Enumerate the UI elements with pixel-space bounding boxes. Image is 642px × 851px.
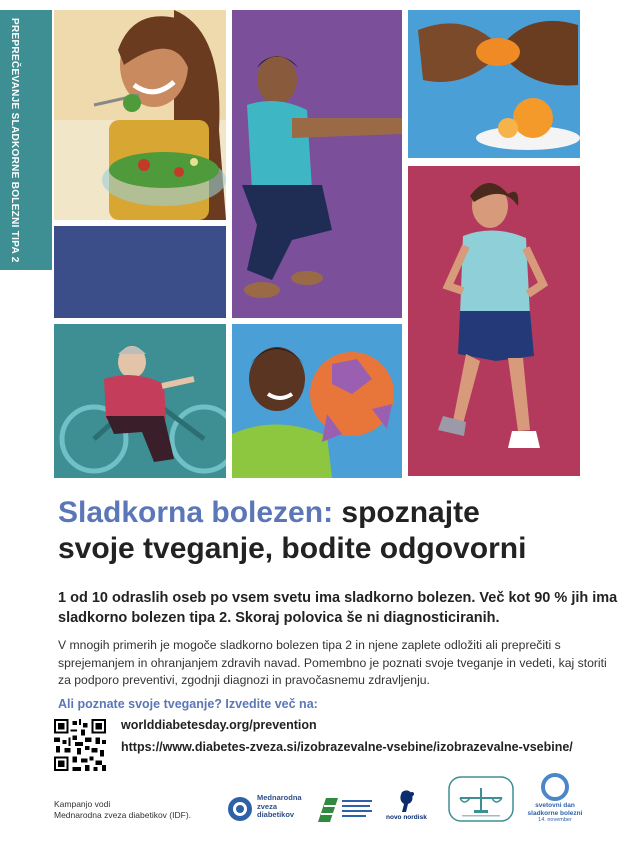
jogging-illustration: [408, 166, 580, 476]
lead-paragraph: 1 od 10 odraslih oseb po vsem svetu ima sladkorno bolezen. Več kot 90 % jih ima sladkorno bolezen tipa 2. Skoraj polovica še ni diagnosticiranih.: [58, 590, 618, 626]
color-block-navy: [54, 226, 226, 318]
headline-line1: [58, 495, 628, 531]
side-tab: [0, 10, 52, 270]
qr-code-icon[interactable]: [54, 719, 106, 771]
wdd-logo-line2: sladkorne bolezni: [527, 809, 583, 817]
photo-panel-orange: [408, 10, 580, 158]
novo-nordisk-logo: [384, 788, 434, 824]
headline: [58, 495, 628, 567]
headline-line2: svoje tveganje, bodite odgovorni: [58, 532, 527, 565]
orange-illustration: [408, 10, 580, 158]
salad-illustration: [54, 10, 226, 220]
body-paragraph: V mnogih primerih je mogoče sladkorno bolezen tipa 2 in njene zaplete odložiti ali preprečiti s sprejemanjem in ohranjanjem zdravih navad. Pomembno je poznati svoje tveganje in vedeti, kaj storiti za podporo preventivi, zgodnji diagnozi in pravočasnemu zdravljenju.: [58, 638, 607, 687]
wdd-logo-line3: 14. november: [538, 817, 572, 823]
headline-rest: spoznajte: [333, 496, 480, 529]
idf-logo-line1: Mednarodna: [257, 793, 302, 802]
ball-illustration: [232, 324, 402, 478]
photo-panel-squat: [232, 10, 402, 318]
idf-logo-line3: diabetikov: [257, 810, 295, 819]
side-tab-label: PREPREČEVANJE SLADKORNE BOLEZNI TIPA 2: [9, 18, 20, 263]
partner-logo-icon: [316, 796, 374, 824]
novo-nordisk-logo-icon: [384, 788, 434, 816]
wdd-logo-line1: svetovni dan: [535, 802, 575, 809]
cta-text: Ali poznate svoje tveganje? Izvedite več na:: [58, 697, 318, 711]
squat-illustration: [232, 10, 402, 318]
link-diabetes-zveza[interactable]: https://www.diabetes-zveza.si/izobrazevalne-vsebine/izobrazevalne-vsebine/: [121, 740, 573, 754]
headline-accent: Sladkorna bolezen:: [58, 496, 334, 529]
navy-block: [54, 226, 226, 318]
campaign-note-line2: Mednarodna zveza diabetikov (IDF).: [54, 810, 192, 820]
scale-logo-icon: [448, 776, 514, 822]
idf-logo-line2: zveza: [257, 801, 278, 811]
campaign-note: [54, 799, 214, 821]
novo-nordisk-label: novo nordisk: [386, 814, 427, 821]
partner-logo: [316, 796, 374, 824]
scale-logo: [448, 776, 514, 822]
photo-panel-jogging: [408, 166, 580, 476]
idf-logo: [226, 792, 306, 826]
photo-panel-ball: [232, 324, 402, 478]
photo-panel-cycling: [54, 324, 226, 478]
link-worlddiabetesday[interactable]: worlddiabetesday.org/prevention: [121, 718, 317, 732]
campaign-note-line1: Kampanjo vodi: [54, 799, 111, 809]
photo-panel-salad: [54, 10, 226, 220]
wdd-logo: [522, 772, 588, 828]
wdd-ring-logo-icon: [522, 772, 588, 802]
cycling-illustration: [54, 324, 226, 478]
